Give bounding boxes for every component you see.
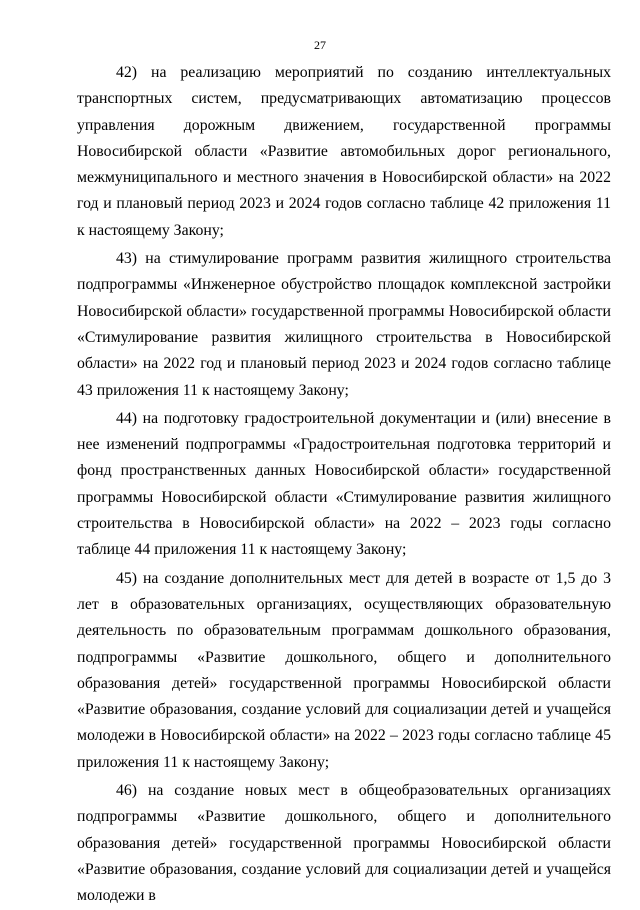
paragraph-item-42: 42) на реализацию мероприятий по созданию интеллектуальных транспортных систем, предусматривающих автоматизацию процессов управления дорожным движением, государственной программы Новосибирской области «Развитие автомобильных дорог регионального, межмуниципального и местного значения в Новосибирской области» на 2022 год и плановый период 2023 и 2024 годов согласно таблице 42 приложения 11 к настоящему Закону;	[77, 64, 611, 239]
paragraph-item-44: 44) на подготовку градостроительной документации и (или) внесение в нее изменений подпрограммы «Градостроительная подготовка территорий и фонд пространственных данных Новосибирской области» государственной программы Новосибирской области «Стимулирование развития жилищного строительства в Новосибирской области» на 2022 – 2023 годы согласно таблице 44 приложения 11 к настоящему Закону;	[77, 409, 611, 559]
paragraph-item-43: 43) на стимулирование программ развития жилищного строительства подпрограммы «Инженерное обустройство площадок комплексной застройки Новосибирской области» государственной программы Новосибирской области «Стимулирование развития жилищного строительства в Новосибирской области» на 2022 год и плановый период 2023 и 2024 годов согласно таблице 43 приложения 11 к настоящему Закону;	[77, 250, 611, 399]
document-body	[77, 60, 611, 910]
page-number: 27	[314, 38, 326, 52]
paragraph-item-45: 45) на создание дополнительных мест для детей в возрасте от 1,5 до 3 лет в образовательных организациях, осуществляющих образовательную деятельность по образовательным программам дошкольного образования, подпрограммы «Развитие дошкольного, общего и дополнительного образования детей» государственной программы Новосибирской области «Развитие образования, создание условий для социализации детей и учащейся молодежи в Новосибирской области» на 2022 – 2023 годы согласно таблице 45 приложения 11 к настоящему Закону;	[77, 569, 611, 771]
paragraph-item-46: 46) на создание новых мест в общеобразовательных организациях подпрограммы «Развитие дошкольного, общего и дополнительного образования детей» государственной программы Новосибирской области «Развитие образования, создание условий для социализации детей и учащейся молодежи в	[77, 782, 611, 905]
